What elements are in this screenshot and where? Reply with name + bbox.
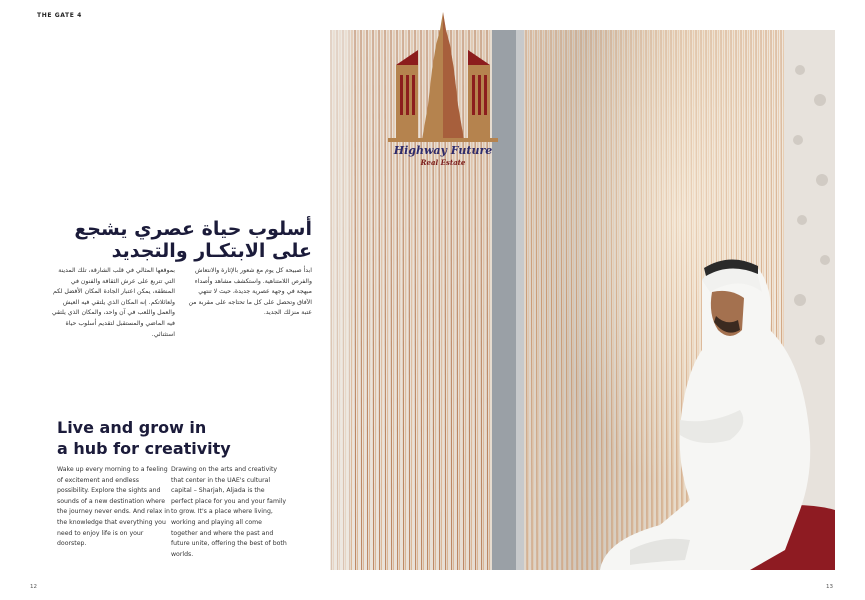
arabic-paragraph-left: بموقعها المثالي في قلب الشارقة، تلك المدينة التي تتربع على عرش الثقافة والفنون في المنطقة، يمكن اعتبار الجادة المكان الأفضل لكم ولعائلاتكم. إنه المكان الذي يلتقي فيه العيش والعمل واللعب في آن واحد، والمكان الذي يلتقي فيه الماضي والمستقبل لتقديم أسلوب حياة استثنائي.: [51, 267, 175, 338]
arabic-title: أسلوب حياة عصري يشجع على الابتكـار والتجديد: [74, 218, 312, 262]
english-title-line-1: Live and grow in: [57, 418, 207, 437]
logo-company-name: Highway Future: [393, 144, 493, 157]
page-number-left: 12: [30, 584, 37, 590]
arabic-paragraph-right: ابدأ صبيحة كل يوم مع شعور بالإثارة والانتعاش والفرص اللامتناهية. واستكشف مشاهد وأصداء مبهجة في وجهة عصرية جديدة، حيث لا تنتهي الآفاق وتحصل على كل ما تحتاجه على مقربة من عتبة منزلك الجديد.: [188, 267, 312, 317]
tower-logo-icon: [388, 10, 498, 145]
english-paragraph-left: Wake up every morning to a feeling of excitement and endless possibility. Explore the sights and sounds of a new destination where the journey never ends. And relax in the knowledge that everything you need to enjoy life is on your doorstep.: [57, 466, 170, 548]
logo-tagline: Real Estate: [420, 158, 466, 167]
page-number-right: 13: [826, 584, 833, 590]
english-paragraph-right: Drawing on the arts and creativity that center in the UAE's cultural capital – Sharjah, Aljada is the perfect place for you and your family to grow. It's a place where living, working and playing all come together and where the past and future unite, offering the best of both worlds.: [171, 466, 287, 558]
company-logo: [388, 10, 498, 170]
magazine-header-label: THE GATE 4: [37, 12, 82, 19]
english-title: [57, 417, 287, 459]
english-title-line-2: a hub for creativity: [57, 439, 231, 458]
